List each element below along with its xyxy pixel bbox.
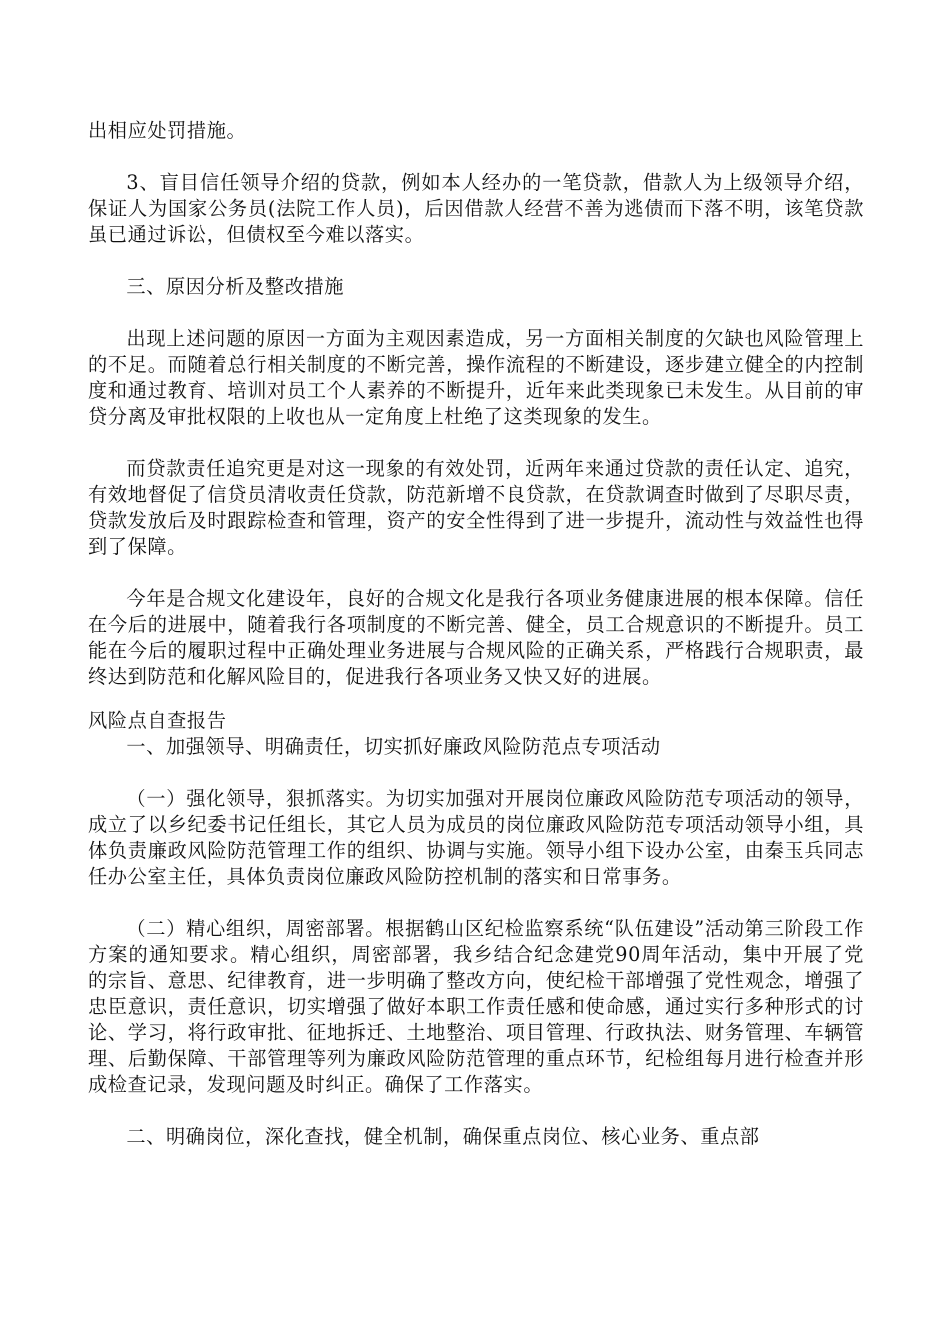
paragraph-compliance-culture: 今年是合规文化建设年，良好的合规文化是我行各项业务健康进展的根本保障。信任在今后的进展中，随着我行各项制度的不断完善、健全，员工合规意识的不断提升。员工能在今后的履职过程中正确处理业务进展与合规风险的正确关系，严格践行合规职责，最终达到防范和化解风险目的，促进我行各项业务又快又好的进展。 xyxy=(88,587,864,688)
paragraph-item-3: 3、盲目信任领导介绍的贷款，例如本人经办的一笔贷款，借款人为上级领导介绍，保证人为国家公务员(法院工作人员)，后因借款人经营不善为逃债而下落不明，该笔贷款虽已通过诉讼，但债权至今难以落实。 xyxy=(88,171,864,246)
section-heading-clarify-posts: 二、明确岗位，深化查找，健全机制，确保重点岗位、核心业务、重点部 xyxy=(126,1125,760,1148)
document-body xyxy=(88,118,864,1176)
paragraph-careful-organization: （二）精心组织，周密部署。根据鹤山区纪检监察系统“队伍建设”活动第三阶段工作方案的通知要求。精心组织，周密部署，我乡结合纪念建党90周年活动，集中开展了党的宗旨、意思、纪律教育，进一步明确了整改方向，使纪检干部增强了党性观念，增强了忠臣意识，责任意识，切实增强了做好本职工作责任感和使命感，通过实行多种形式的讨论、学习，将行政审批、征地拆迁、土地整治、项目管理、行政执法、财务管理、车辆管理、后勤保障、干部管理等列为廉政风险防范管理的重点环节，纪检组每月进行检查并形成检查记录，发现问题及时纠正。确保了工作落实。 xyxy=(88,917,864,1096)
paragraph-accountability: 而贷款责任追究更是对这一现象的有效处罚，近两年来通过贷款的责任认定、追究，有效地督促了信贷员清收责任贷款，防范新增不良贷款，在贷款调查时做到了尽职尽责，贷款发放后及时跟踪检查和管理，资产的安全性得到了进一步提升，流动性与效益性也得到了保障。 xyxy=(88,457,864,558)
section-heading-cause-analysis: 三、原因分析及整改措施 xyxy=(126,275,345,298)
paragraph-cause-analysis: 出现上述问题的原因一方面为主观因素造成，另一方面相关制度的欠缺也风险管理上的不足。而随着总行相关制度的不断完善，操作流程的不断建设，逐步建立健全的内控制度和通过教育、培训对员工个人素养的不断提升，近年来此类现象已未发生。从目前的审贷分离及审批权限的上收也从一定角度上杜绝了这类现象的发生。 xyxy=(88,327,864,428)
paragraph-strengthen-leadership: （一）强化领导，狠抓落实。为切实加强对开展岗位廉政风险防范专项活动的领导，成立了以乡纪委书记任组长，其它人员为成员的岗位廉政风险防范专项活动领导小组，具体负责廉政风险防范管理工作的组织、协调与实施。领导小组下设办公室，由秦玉兵同志任办公室主任，具体负责岗位廉政风险防控机制的落实和日常事务。 xyxy=(88,787,864,888)
paragraph-penalty-measures: 出相应处罚措施。 xyxy=(88,119,247,142)
report-title: 风险点自查报告 xyxy=(88,709,227,732)
section-heading-strengthen-leadership: 一、加强领导、明确责任，切实抓好廉政风险防范点专项活动 xyxy=(126,735,661,758)
